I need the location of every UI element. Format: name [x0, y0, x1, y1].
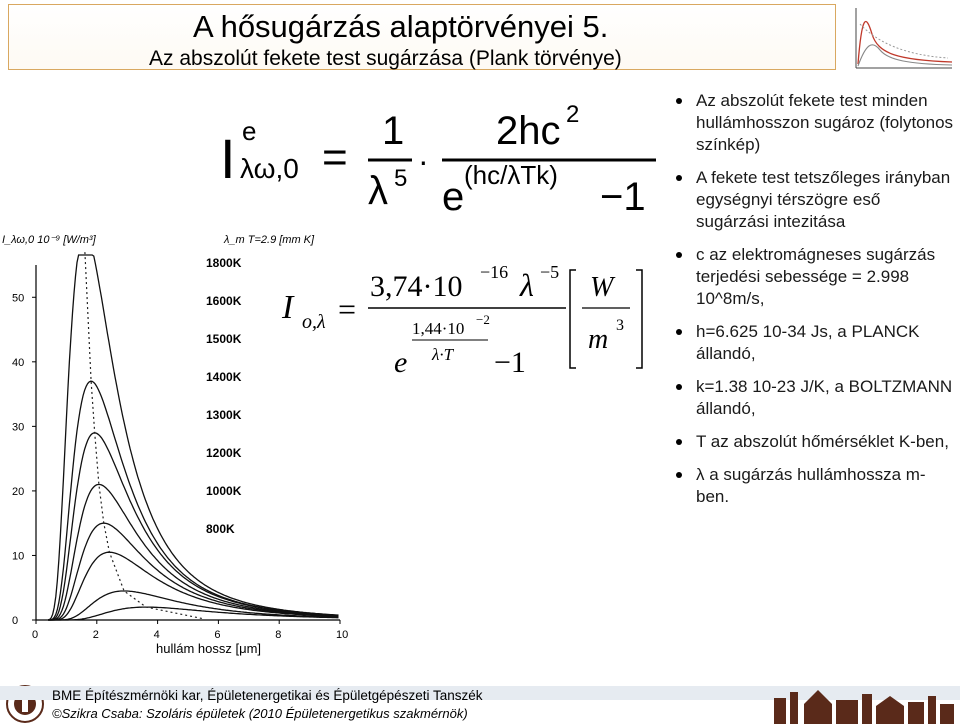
unit-numerator: W [590, 272, 614, 303]
formula-sub: λω,0 [240, 153, 299, 184]
chart-x-tick-label: 8 [275, 629, 282, 641]
formula-lambda-exp: 5 [394, 165, 408, 192]
chart-series-label: 1600K [206, 294, 242, 308]
bullet-dot-icon [676, 252, 682, 258]
numeric-coef-exp: −16 [480, 262, 509, 282]
numeric-exp-num: 1,44·10 [412, 319, 465, 338]
footer [0, 664, 960, 724]
numeric-sub: o,λ [302, 311, 326, 333]
chart-ylabel: I_λω,0 10⁻⁹ [W/m³] [2, 234, 96, 246]
numeric-minus-one: −1 [494, 346, 526, 379]
bullet-list [672, 90, 956, 519]
formula-I: I [220, 127, 236, 190]
page-title: A hősugárzás alaptörvényei 5. [193, 9, 609, 44]
bullet-dot-icon [676, 384, 682, 390]
bullet-text: Az abszolút fekete test minden hullámhosszon sugároz (folytonos színkép) [696, 91, 954, 154]
chart-y-tick-label: 0 [12, 615, 19, 627]
chart-series-label: 1000K [206, 484, 242, 498]
unit-denominator-exp: 3 [616, 317, 624, 334]
bullet-dot-icon [676, 439, 682, 445]
bullet-dot-icon [676, 98, 682, 104]
formula-minus-one: −1 [600, 175, 646, 219]
chart-y-tick-label: 10 [12, 550, 25, 563]
bullet-item [672, 431, 956, 453]
numeric-coef: 3,74·10 [370, 270, 463, 303]
thumbnail-chart [848, 4, 954, 74]
bullet-dot-icon [676, 472, 682, 478]
bullet-text: T az abszolút hőmérséklet K-ben, [696, 432, 949, 451]
formula-dot: · [418, 143, 429, 179]
bullet-item [672, 90, 956, 156]
chart-series-label: 1200K [206, 446, 242, 460]
chart-y-tick-label: 40 [12, 356, 25, 369]
footer-institution: BME Építészmérnöki kar, Épületenergetikai és Épületgépészeti Tanszék [52, 688, 483, 703]
bullet-dot-icon [676, 175, 682, 181]
bullet-text: c az elektromágneses sugárzás terjedési sebessége = 2.998 10^8m/s, [696, 245, 936, 308]
chart-x-tick-label: 0 [32, 629, 39, 641]
formula-sq: 2 [566, 101, 580, 128]
numeric-equals: = [338, 291, 357, 327]
bullet-item [672, 321, 956, 365]
bullet-text: A fekete test tetszőleges irányban egységnyi térszögre eső sugárzási intezitása [696, 168, 951, 231]
numeric-lambda-exp: −5 [540, 262, 560, 282]
chart-series-label: 1500K [206, 332, 242, 346]
bullet-text: λ a sugárzás hullámhossza m-ben. [696, 465, 926, 506]
chart-xlabel: hullám hossz [μm] [156, 641, 262, 656]
bullet-text: h=6.625 10-34 Js, a PLANCK állandó, [696, 322, 920, 363]
unit-denominator: m [588, 324, 609, 355]
chart-series-label: 1400K [206, 370, 242, 384]
bullet-item [672, 244, 956, 310]
formula-exponent: (hc/λTk) [464, 160, 558, 190]
formula-e: e [442, 175, 465, 219]
chart-series-label: 800K [206, 522, 235, 536]
chart-series-line [48, 485, 338, 621]
planck-formula-general [210, 100, 670, 225]
chart-x-tick-label: 10 [336, 629, 349, 641]
chart-series-line [48, 591, 338, 620]
chart-x-tick-label: 6 [214, 629, 221, 641]
numeric-lambda: λ [520, 267, 534, 303]
chart-y-tick-label: 30 [12, 421, 25, 434]
chart-x-tick-label: 4 [153, 629, 160, 641]
planck-curves-chart [0, 225, 349, 663]
chart-series-line [48, 433, 338, 620]
numeric-e: e [394, 346, 408, 379]
bullet-dot-icon [676, 329, 682, 335]
formula-lambda: λ [368, 169, 388, 213]
formula-equals: = [322, 133, 348, 182]
chart-plot-area [12, 252, 348, 641]
chart-y-tick-label: 20 [12, 485, 25, 498]
page-subtitle: Az abszolút fekete test sugárzása (Plank törvénye) [149, 47, 622, 70]
chart-x-tick-label: 2 [92, 629, 99, 641]
numeric-exp-den: λ·T [432, 345, 454, 364]
building-silhouette-logo [770, 684, 956, 724]
bullet-item [672, 464, 956, 508]
bullet-item [672, 376, 956, 420]
chart-series-label: 1300K [206, 408, 242, 422]
footer-credit: ©Szikra Csaba: Szoláris épületek (2010 Épületenergetikus szakmérnök) [52, 706, 468, 721]
bullet-text: k=1.38 10-23 J/K, a BOLTZMANN állandó, [696, 377, 953, 418]
formula-one: 1 [382, 109, 405, 153]
chart-y-tick-label: 50 [12, 292, 25, 305]
title-box [8, 4, 836, 70]
formula-sup-e: e [242, 116, 257, 146]
numeric-exp-num-exp: −2 [476, 312, 490, 327]
chart-wien-label: λ_m T=2.9 [mm K] [224, 234, 315, 246]
formula-2hc: 2hc [496, 109, 561, 153]
numeric-I: I [282, 289, 294, 326]
bullet-item [672, 167, 956, 233]
chart-series-label: 1800K [206, 256, 242, 270]
